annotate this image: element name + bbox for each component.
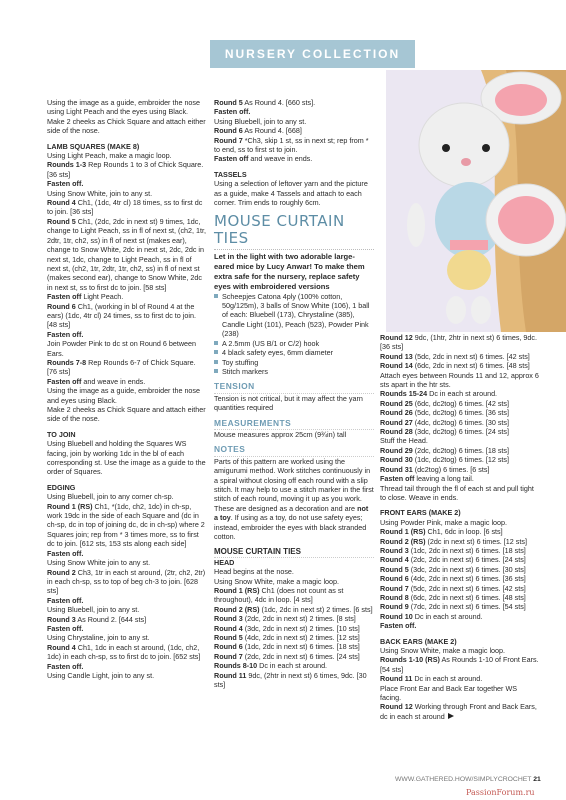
- instruction: Round 3 As Round 2. [644 sts]: [47, 614, 147, 624]
- round-instruction: Round 1 (RS) Ch1, 6dc in loop. [6 sts]: [380, 527, 503, 537]
- instruction: Fasten off Light Peach.: [47, 292, 124, 302]
- instruction: Attach eyes between Rounds 11 and 12, approx 6 sts apart in the htr sts.: [380, 370, 539, 390]
- instruction: Using Bluebell and holding the Squares WS facing, join by working 1dc in the bl of each corresponding st. Use the image as a guide to the order of Squares.: [47, 439, 206, 477]
- instruction: Fasten off.: [47, 661, 84, 671]
- round-instruction: Round 2 (RS) (2dc in next st) 6 times. [12 sts]: [380, 536, 527, 546]
- instruction: Fasten off leaving a long tail.: [380, 474, 474, 484]
- subsection-heading: MOUSE CURTAIN TIES: [214, 547, 374, 557]
- column-2: [214, 98, 374, 690]
- continue-arrow-icon: [448, 713, 454, 719]
- instruction: Round 6 As Round 4. [668]: [214, 126, 302, 136]
- edging-heading: EDGING: [47, 482, 76, 492]
- column-3: [380, 333, 540, 721]
- instruction: Round 5 Ch1, (2dc, 2dc in next st) 9 times, 1dc, change to Light Peach, ss in fl of next st, (ch2, 1tr, 2dtr, 1tr, ch2, ss) in fl of next st (makes ear), change to Snow White, 2dc in next st, 2dc, 2dc in next st, 1dc, change to Light Peach, ss in fl of next st, (ch2, 1tr, 2dtr, 1tr, ch2, ss) in fl of next st (makes second ear), change to Snow White, 2dc in next st, ss to first dc to join. [58 sts]: [47, 216, 207, 292]
- list-item: A 2.5mm (US B/1 or C/2) hook: [214, 339, 374, 348]
- instruction: Using Candle Light, join to any st.: [47, 670, 155, 680]
- round-instruction: Round 2 (RS) (1dc, 2dc in next st) 2 times. [6 sts]: [214, 604, 373, 614]
- paragraph: Parts of this pattern are worked using the amigurumi method. Work stitches continuously in a spiral without closing off each round with a slip stitch. It may help to use a stitch marker in the first stitch of each round, moving it up as you work. These are designed as a decoration and are not a toy. If using as a toy, do not use safety eyes; instead, embroider the eyes with black stranded cotton.: [214, 456, 374, 541]
- mouse-photo: [386, 70, 566, 332]
- round-instruction: Round 13 (5dc, 2dc in next st) 6 times. [42 sts]: [380, 351, 530, 361]
- list-item: Toy stuffing: [214, 358, 374, 367]
- front-ears-heading: FRONT EARS (MAKE 2): [380, 508, 461, 518]
- back-ears-heading: BACK EARS (MAKE 2): [380, 636, 457, 646]
- instruction: Round 4 Ch1, 1dc in each st around, (1dc, ch2, 1dc) in each ch-sp, ss to first dc to join. [652 sts]: [47, 642, 201, 662]
- instruction: Round 6 Ch1, (working in bl of Round 4 at the ears) (1dc, 4tr cl) 24 times, ss to first dc to join. [48 sts]: [47, 301, 196, 330]
- round-instruction: Rounds 15-24 Dc in each st around.: [380, 389, 498, 399]
- paragraph: Using the image as a guide, embroider the nose using Light Peach and the eyes using Black.: [47, 98, 201, 117]
- instruction: Round 4 Ch1, (1dc, 4tr cl) 18 times, ss to first dc to join. [36 sts]: [47, 198, 203, 217]
- pattern-title: MOUSE CURTAIN TIES: [214, 213, 374, 250]
- instruction: Using Snow White, make a magic loop.: [380, 646, 506, 655]
- instruction: Using Bluebell, join to any st.: [214, 116, 307, 126]
- instruction: Fasten off.: [47, 548, 84, 558]
- instruction: Round 7 *Ch3, skip 1 st, ss in next st; rep from * to end, ss to first st to join.: [214, 135, 369, 155]
- round-instruction: Round 30 (1dc, dc2tog) 6 times. [12 sts]: [380, 455, 510, 465]
- instruction: Using Snow White, join to any st.: [47, 188, 153, 198]
- round-instruction: Round 25 (6dc, dc2tog) 6 times. [42 sts]: [380, 398, 510, 408]
- round-instruction: Round 27 (4dc, dc2tog) 6 times. [30 sts]: [380, 417, 510, 427]
- instruction: Rounds 1-10 (RS) As Rounds 1-10 of Front Ears. [54 sts]: [380, 655, 539, 674]
- instruction: Round 11 Dc in each st around.: [380, 674, 483, 684]
- round-instruction: Round 10 Dc in each st around.: [380, 611, 483, 621]
- round-instruction: Round 3 (2dc, 2dc in next st) 2 times. [8 sts]: [214, 614, 356, 624]
- round-instruction: Round 4 (3dc, 2dc in next st) 2 times. [10 sts]: [214, 623, 360, 633]
- round-instruction: Round 4 (2dc, 2dc in next st) 6 times. [24 sts]: [380, 555, 526, 565]
- list-item: Stitch markers: [214, 367, 374, 376]
- round-instruction: Round 6 (1dc, 2dc in next st) 6 times. [18 sts]: [214, 642, 360, 652]
- round-instruction: Round 14 (6dc, 2dc in next st) 6 times. [48 sts]: [380, 361, 530, 371]
- instruction: Using Snow White, make a magic loop.: [214, 576, 340, 586]
- instruction: Fasten off.: [47, 595, 84, 605]
- round-instruction: Round 3 (1dc, 2dc in next st) 6 times. [18 sts]: [380, 545, 526, 555]
- notes-heading: NOTES: [214, 445, 374, 456]
- round-instruction: Round 1 (RS) Ch1 (does not count as st throughout), 4dc in loop. [4 sts]: [214, 586, 344, 605]
- page-footer: WWW.GATHERED.HOW/SIMPLYCROCHET 21: [395, 776, 541, 783]
- instruction: Rounds 1-3 Rep Rounds 1 to 3 of Chick Square. [36 sts]: [47, 160, 204, 179]
- instruction: Thread tail through the fl of each st and pull tight to close. Weave in ends.: [380, 483, 534, 502]
- rounds-list: [380, 389, 540, 436]
- paragraph: Mouse measures approx 25cm (9¾in) tall: [214, 429, 347, 439]
- instruction: Place Front Ear and Back Ear together WS facing.: [380, 683, 518, 703]
- round-instruction: Round 9 (7dc, 2dc in next st) 6 times. [54 sts]: [380, 602, 526, 612]
- round-instruction: Round 8 (6dc, 2dc in next st) 6 times. [48 sts]: [380, 592, 526, 602]
- instruction: Using Light Peach, make a magic loop.: [47, 151, 172, 161]
- instruction: Using a selection of leftover yarn and the picture as a guide, make 4 Tassels and attach to each corner. Trim ends to roughly 6cm.: [214, 179, 368, 208]
- section-banner: NURSERY COLLECTION: [210, 40, 415, 68]
- instruction: Fasten off.: [47, 329, 84, 339]
- paragraph: Make 2 cheeks as Chick Square and attach either side of the nose.: [47, 116, 206, 136]
- instruction: Round 12 Working through Front and Back Ears, dc in each st around: [380, 702, 537, 721]
- list-item: 4 black safety eyes, 6mm diameter: [214, 348, 374, 357]
- instruction: Fasten off and weave in ends.: [214, 154, 313, 164]
- head-rounds: [214, 586, 374, 689]
- instruction: Head begins at the nose.: [214, 567, 294, 577]
- instruction: Join Powder Pink to dc st on Round 6 between Ears.: [47, 339, 197, 358]
- materials-list: [214, 292, 374, 377]
- round-instruction: Round 29 (2dc, dc2tog) 6 times. [18 sts]: [380, 445, 510, 455]
- round-instruction: Round 12 9dc, (1htr, 2htr in next st) 6 times, 9dc. [36 sts]: [380, 333, 537, 352]
- instruction: Round 1 (RS) Ch1, *(1dc, ch2, 1dc) in ch-sp, work 19dc in the side of each Square and (dc in ch-sp, dc in top of joining dc, dc in ch-sp) where 2 Squares join; rep from * 3 times more, ss to first dc to join. [612 sts, 153 sts along each side]: [47, 501, 205, 549]
- instruction: Using the image as a guide, embroider the nose and eyes using Black.: [47, 386, 201, 405]
- instruction: Using Bluebell, join to any st.: [47, 605, 140, 615]
- round-instruction: Round 31 (dc2tog) 6 times. [6 sts]: [380, 464, 490, 474]
- instruction: Fasten off.: [380, 621, 417, 631]
- column-1: [47, 98, 207, 680]
- instruction: Fasten off.: [47, 623, 84, 633]
- instruction: Fasten off and weave in ends.: [47, 376, 146, 386]
- rounds-list: [380, 446, 540, 474]
- round-instruction: Round 7 (5dc, 2dc in next st) 6 times. [42 sts]: [380, 583, 526, 593]
- tension-heading: TENSION: [214, 382, 374, 393]
- round-instruction: Round 7 (2dc, 2dc in next st) 6 times. [24 sts]: [214, 651, 360, 661]
- rounds-list: [380, 527, 540, 621]
- lamb-squares-heading: LAMB SQUARES (MAKE 8): [47, 141, 140, 151]
- round-instruction: Round 5 (3dc, 2dc in next st) 6 times. [30 sts]: [380, 564, 526, 574]
- instruction: Using Snow White join to any st.: [47, 558, 151, 568]
- rounds-list: [380, 333, 540, 371]
- list-item: Scheepjes Catona 4ply (100% cotton, 50g/125m), 3 balls of Snow White (106), 1 ball of each: Bluebell (173), Chrystaline (385), Candle Light (101), Peach (523), Powder Pink (238): [214, 292, 374, 339]
- round-instruction: Round 28 (3dc, dc2tog) 6 times. [24 sts]: [380, 427, 510, 437]
- round-instruction: Round 11 9dc, (2htr in next st) 6 times, 9dc. [30 sts]: [214, 670, 367, 690]
- instruction: Using Powder Pink, make a magic loop.: [380, 517, 508, 527]
- watermark: PassionForum.ru: [466, 788, 535, 797]
- measurements-heading: MEASUREMENTS: [214, 419, 374, 430]
- instruction: Using Chrystaline, join to any st.: [47, 633, 150, 643]
- instruction: Rounds 7-8 Rep Rounds 6-7 of Chick Square. [76 sts]: [47, 357, 196, 377]
- round-instruction: Rounds 8-10 Dc in each st around.: [214, 661, 328, 671]
- instruction: Using Bluebell, join to any corner ch-sp.: [47, 492, 174, 502]
- round-instruction: Round 6 (4dc, 2dc in next st) 6 times. [36 sts]: [380, 574, 526, 584]
- round-instruction: Round 26 (5dc, dc2tog) 6 times. [36 sts]: [380, 408, 510, 418]
- instruction: Stuff the Head.: [380, 436, 428, 446]
- to-join-heading: TO JOIN: [47, 429, 76, 439]
- mouse-illustration: [386, 70, 566, 332]
- tassels-heading: TASSELS: [214, 169, 247, 179]
- instruction: Round 2 Ch3, 1tr in each st around, (2tr, ch2, 2tr) in each ch-sp, ss to top of beg ch-3 to join. [628 sts]: [47, 567, 206, 596]
- instruction: Round 5 As Round 4. [660 sts].: [214, 98, 316, 107]
- pattern-intro: Let in the light with two adorable large-eared mice by Lucy Anwar! To make them extra safe for the nursery, replace safety eyes with embroidered versions: [214, 252, 365, 291]
- instruction: Fasten off.: [47, 179, 84, 189]
- head-heading: HEAD: [214, 557, 235, 567]
- round-instruction: Round 5 (4dc, 2dc in next st) 2 times. [12 sts]: [214, 633, 360, 643]
- instruction: Make 2 cheeks as Chick Square and attach either side of the nose.: [47, 405, 206, 424]
- instruction: Fasten off.: [214, 107, 251, 117]
- paragraph: Tension is not critical, but it may affect the yarn quantities required: [214, 393, 363, 413]
